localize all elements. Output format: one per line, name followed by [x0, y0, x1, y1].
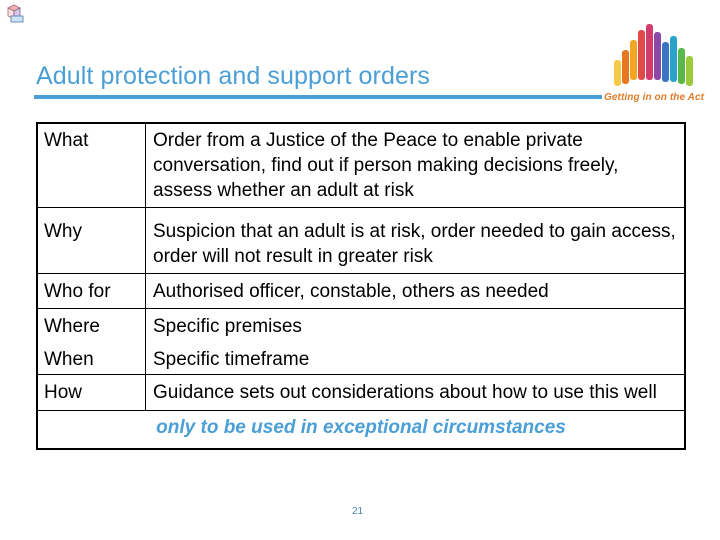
row-value: Authorised officer, constable, others as needed [146, 274, 686, 309]
row-label: Where [37, 309, 146, 343]
table-footer-row [37, 411, 685, 450]
row-value: Order from a Justice of the Peace to enable private conversation, find out if person making decisions freely, assess whether an adult at risk [153, 130, 619, 201]
table-row [37, 274, 685, 309]
exceptional-circumstances-note: only to be used in exceptional circumstances [37, 411, 685, 450]
slide-title: Adult protection and support orders [36, 62, 431, 90]
row-value: Guidance sets out considerations about how to use this well [146, 375, 686, 411]
logo-caption: Getting in on the Act [604, 92, 705, 103]
row-value: Specific premises [146, 309, 686, 343]
table-row [37, 123, 685, 208]
page-number: 21 [352, 506, 364, 517]
row-label: Why [37, 208, 146, 274]
orders-table [36, 122, 686, 450]
presentation-corner-icon [3, 4, 25, 24]
table-row [37, 342, 685, 375]
row-value: Suspicion that an adult is at risk, order needed to gain access, order will not result in greater risk [146, 208, 686, 274]
row-label: Who for [37, 274, 146, 309]
row-label: When [37, 342, 146, 375]
title-underline [34, 95, 602, 99]
row-label: How [37, 375, 146, 411]
table-row [37, 309, 685, 343]
table-row [37, 375, 685, 411]
row-value: Specific timeframe [153, 349, 310, 370]
table-row [37, 208, 685, 274]
row-label: What [37, 123, 146, 208]
